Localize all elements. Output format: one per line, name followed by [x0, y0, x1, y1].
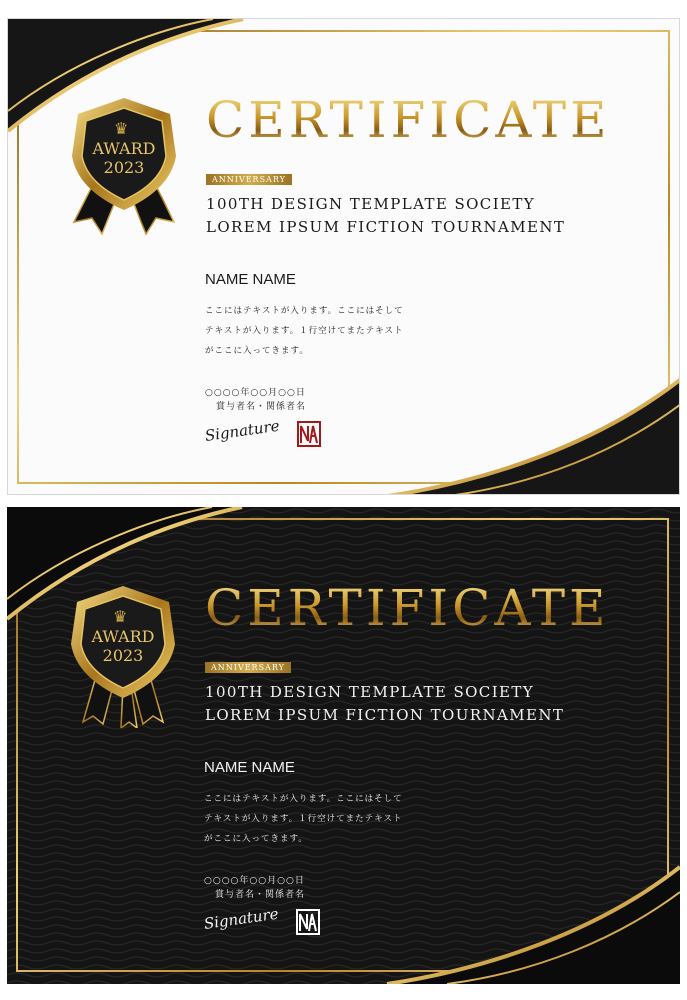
- recipient-name: NAME NAME: [204, 759, 295, 776]
- badge-year-text: 2023: [102, 646, 144, 665]
- heading-line-1: 100TH DESIGN TEMPLATE SOCIETY: [206, 195, 536, 213]
- certificate-title: CERTIFICATE: [206, 91, 611, 149]
- body-line: ここにはテキストが入ります。ここにはそして: [204, 794, 403, 804]
- signature: Signature: [203, 416, 281, 445]
- certificate-title: CERTIFICATE: [205, 579, 610, 637]
- seal-stamp: [297, 421, 321, 447]
- presenter-name: 賞与者名・関係者名: [215, 890, 306, 900]
- badge-year-text: 2023: [103, 158, 145, 177]
- badge-award-text: AWARD: [92, 139, 156, 158]
- heading-line-2: LOREM IPSUM FICTION TOURNAMENT: [206, 218, 566, 236]
- body-line: がここに入ってきます。: [204, 834, 308, 844]
- badge-award-text: AWARD: [91, 627, 155, 646]
- certificate-dark: [7, 507, 680, 984]
- body-line: ここにはテキストが入ります。ここにはそして: [205, 306, 404, 316]
- heading-line-1: 100TH DESIGN TEMPLATE SOCIETY: [205, 683, 535, 701]
- signature: Signature: [202, 904, 280, 933]
- certificate-light: [7, 18, 680, 495]
- body-text: [205, 301, 435, 361]
- body-text: [204, 789, 434, 849]
- award-date: ○○○○年○○月○○日: [204, 876, 305, 886]
- crown-icon: ♛: [114, 119, 129, 138]
- body-line: がここに入ってきます。: [205, 346, 309, 356]
- body-line: テキストが入ります。１行空けてまたテキスト: [205, 326, 404, 336]
- recipient-name: NAME NAME: [205, 271, 296, 288]
- anniversary-label: ANNIVERSARY: [205, 662, 291, 673]
- seal-stamp: [296, 909, 320, 935]
- crown-icon: ♛: [113, 607, 128, 626]
- heading-line-2: LOREM IPSUM FICTION TOURNAMENT: [205, 706, 565, 724]
- presenter-name: 賞与者名・関係者名: [216, 402, 307, 412]
- body-line: テキストが入ります。１行空けてまたテキスト: [204, 814, 403, 824]
- award-date: ○○○○年○○月○○日: [205, 388, 306, 398]
- anniversary-label: ANNIVERSARY: [206, 174, 292, 185]
